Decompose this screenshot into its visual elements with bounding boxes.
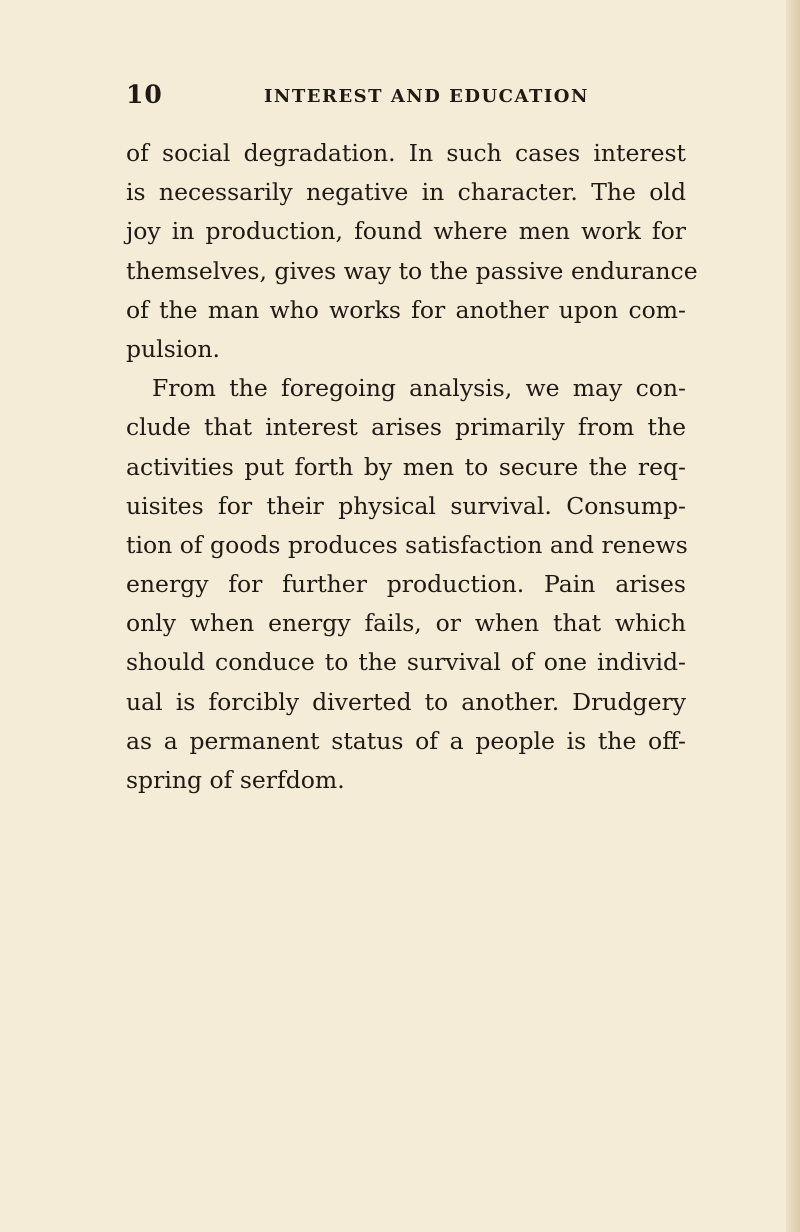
text-line: joy in production, found where men work for (126, 217, 686, 246)
paragraph-end-line: spring of serfdom. (126, 766, 345, 794)
text-line: should conduce to the survival of one individ- (126, 648, 686, 677)
paragraph-end-line: pulsion. (126, 334, 221, 363)
text-line: tion of goods produces satisfaction and renews (126, 530, 688, 559)
text-line: uisites for their physical survival. Consump- (126, 491, 686, 520)
text-line: as a permanent status of a people is the off- (126, 726, 686, 755)
text-line: clude that interest arises primarily from the (126, 413, 686, 442)
text-line: only when energy fails, or when that which (126, 609, 686, 638)
running-title: INTEREST AND EDUCATION (264, 86, 589, 107)
page-edge (786, 0, 800, 1232)
text-line: of social degradation. In such cases interest (126, 139, 686, 167)
text-line: energy for further production. Pain arises (126, 570, 686, 599)
text-line: of the man who works for another upon com- (126, 295, 686, 324)
body-text (126, 134, 698, 800)
page-number: 10 (126, 80, 163, 109)
text-line: themselves, gives way to the passive endurance (126, 256, 698, 285)
running-head (126, 80, 686, 120)
text-line: is necessarily negative in character. The old (126, 178, 686, 207)
text-line: ual is forcibly diverted to another. Drudgery (126, 687, 686, 716)
paragraph-start-line: From the foregoing analysis, we may con- (152, 374, 686, 403)
text-line: activities put forth by men to secure the req- (126, 452, 686, 481)
